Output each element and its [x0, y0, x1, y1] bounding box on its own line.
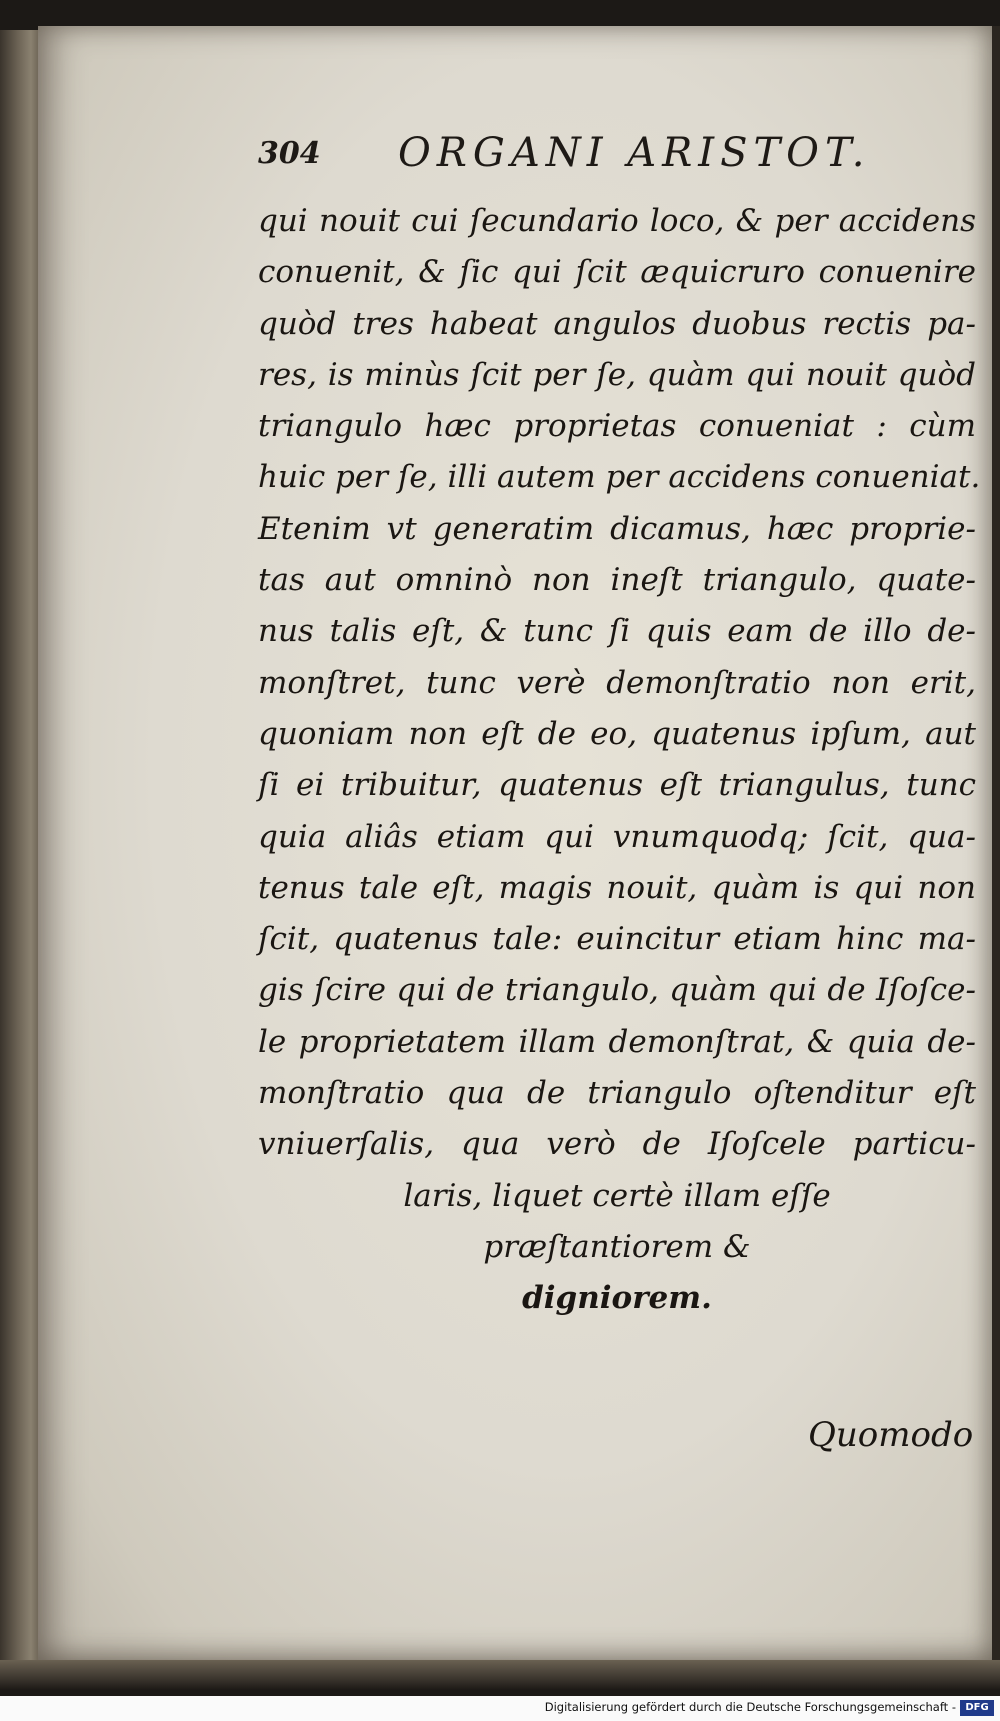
text-line: monſtret, tunc verè demonſtratio non erit,	[258, 664, 976, 701]
text-line: quia aliâs etiam qui vnumquodq; ſcit, qua-	[258, 818, 976, 855]
text-line: gis ſcire qui de triangulo, quàm qui de Iſoſce-	[258, 972, 976, 1009]
text-line-tapered: laris, liquet certè illam eſſe	[403, 1177, 831, 1214]
book-bottom-edge	[0, 1660, 1000, 1690]
text-line: ſcit, quatenus tale: euincitur etiam hinc ma-	[258, 921, 976, 958]
text-line: tas aut omninò non ineſt triangulo, quate-	[258, 562, 976, 599]
digitization-footer	[0, 1696, 1000, 1721]
funding-note: Digitalisierung gefördert durch die Deutsche Forschungsgemeinschaft -	[544, 1700, 956, 1714]
text-line-final: digniorem.	[522, 1280, 712, 1317]
text-line: huic per ſe, illi autem per accidens conueniat.	[258, 459, 981, 496]
text-line-tapered: præſtantiorem &	[483, 1228, 751, 1265]
text-line: vniuerſalis, qua verò de Iſoſcele particu-	[258, 1126, 976, 1163]
page-number: 304	[258, 136, 321, 171]
text-line: monſtratio qua de triangulo oſtenditur eſt	[258, 1075, 976, 1112]
text-line: quòd tres habeat angulos duobus rectis pa-	[258, 305, 976, 342]
body-text	[258, 196, 981, 1325]
text-line: ſi ei tribuitur, quatenus eſt triangulus, tunc	[258, 767, 976, 804]
catchword: Quomodo	[808, 1415, 974, 1455]
page-right-border	[992, 26, 1000, 1676]
page-header	[258, 130, 918, 184]
text-line: nus talis eſt, & tunc ſi quis eam de illo de-	[258, 613, 976, 650]
text-line: tenus tale eſt, magis nouit, quàm is qui non	[258, 869, 976, 906]
text-line: le proprietatem illam demonſtrat, & quia de-	[258, 1023, 976, 1060]
text-line: triangulo hæc proprietas conueniat : cùm	[258, 408, 976, 445]
text-line: Etenim vt generatim dicamus, hæc proprie-	[258, 510, 976, 547]
running-head: ORGANI ARISTOT.	[398, 130, 871, 176]
text-line: conuenit, & ſic qui ſcit æquicruro conuenire	[258, 254, 976, 291]
text-line: qui nouit cui ſecundario loco, & per accidens	[258, 203, 976, 239]
dfg-logo-icon: DFG	[960, 1700, 994, 1716]
text-line: quoniam non eſt de eo, quatenus ipſum, aut	[258, 715, 976, 752]
text-line: res, is minùs ſcit per ſe, quàm qui nouit quòd	[258, 356, 976, 393]
